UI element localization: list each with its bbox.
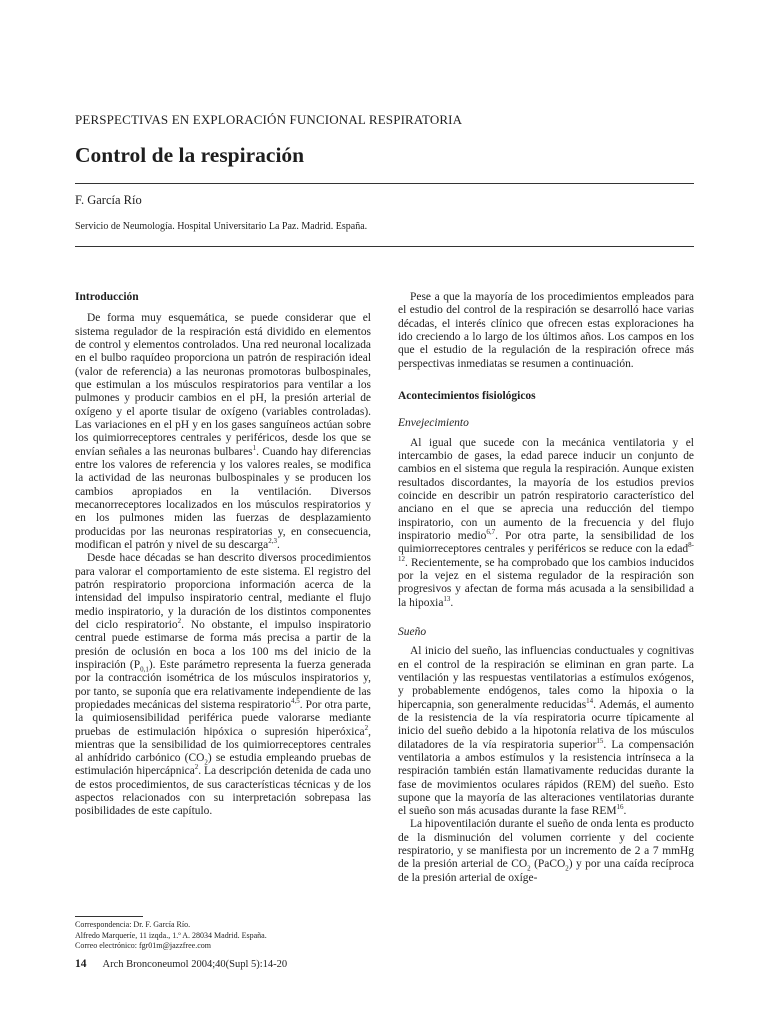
sleep-paragraph-1: Al inicio del sueño, las influencias conductuales y cognitivas en el control de la respiración se eliminan en gran parte. La ventilación y las respuestas ventilatorias a estímulos exógenos, y probablemente endógenos, tales como la hipoxia o la hipercapnia, son generalmente reducidas$^{14}$. Además, el aumento de la resistencia de la vía respiratoria ocurre típicamente al inicio del sueño debido a la hipotonía relativa de los músculos dilatadores de la vía respiratoria superior$^{15}$. La compensación ventilatoria a ambos estímulos y la resistencia intrínseca a la respiración también están llamativamente reducidas durante la fase de movimientos oculares rápidos (REM) del sueño. Esto supone que la mayoría de las alteraciones ventilatorias durante el sueño son más acusadas durante la fase REM$^{16}$. (398, 645, 694, 818)
footnote-line: Correo electrónico: fgr01m@jazzfree.com (75, 941, 211, 950)
aging-paragraph: Al igual que sucede con la mecánica ventilatoria y el intercambio de gases, la edad parece inducir un conjunto de cambios en el sistema que regula la respiración. Aunque existen resultados discordantes, la mayoría de los estudios previos coincide en describir un patrón respiratorio característico del anciano en el que se aprecia una reducción del tiempo inspiratorio, con un aumento de la frecuencia y del flujo inspiratorio medio$^{6,7}$. Por otra parte, la sensibilidad de los quimiorreceptores centrales y periféricos se reduce con la edad$^{8-12}$. Recientemente, se ha comprobado que los cambios inducidos por la vejez en el sistema regulador de la respiración son progresivos y afectan de forma más acusada a la sensibilidad a la hipoxia$^{13}$. (398, 436, 694, 609)
perspectives-paragraph: Pese a que la mayoría de los procedimientos empleados para el estudio del control de la respiración se desarrolló hace varias décadas, el interés clínico que ofrecen estas exploraciones ha ido creciendo a lo largo de los últimos años. Los campos en los que el estudio de la regulación de la respiración ofrece más perspectivas inmediatas se resumen a continuación. (398, 291, 694, 370)
footnote-line: Correspondencia: Dr. F. García Río. (75, 920, 191, 929)
page-number: 14 (75, 958, 87, 970)
section-heading: PERSPECTIVAS EN EXPLORACIÓN FUNCIONAL RESPIRATORIA (75, 112, 463, 127)
aging-subheading: Envejecimiento (398, 417, 469, 430)
header-rule-bottom (75, 246, 694, 247)
header-rule-top (75, 183, 694, 184)
page-footer (75, 958, 287, 970)
intro-heading: Introducción (75, 291, 139, 303)
sleep-subheading: Sueño (398, 625, 427, 638)
footnote-line: Alfredo Marqueríe, 11 izqda., 1.º A. 28034 Madrid. España. (75, 930, 267, 940)
sleep-paragraph-2: La hipoventilación durante el sueño de onda lenta es producto de la disminución del volumen corriente y del cociente respiratorio, y se manifiesta por un incremento de 2 a 7 mmHg de la presión arterial de $CO_2$ (PaCO$_2$) y por una caída recíproca de la presión arterial de oxíge- (398, 818, 694, 884)
correspondence-footnote (75, 920, 371, 952)
right-column (398, 291, 694, 885)
physiology-heading: Acontecimientos fisiológicos (398, 389, 536, 402)
journal-citation: Arch Bronconeumol 2004;40(Supl 5):14-20 (102, 959, 288, 970)
intro-paragraph-2: Desde hace décadas se han descrito diversos procedimientos para valorar el comportamiento de este sistema. El registro del patrón respiratorio proporciona información acerca de la intensidad del impulso inspiratorio central, mediante el flujo medio inspiratorio, y la duración de los distintos componentes del ciclo respiratorio$^2$. No obstante, el impulso inspiratorio central puede estimarse de forma más precisa a partir de la presión de oclusión en boca a los 100 ms del inicio de la inspiración $(P_{0,1})$. Este parámetro representa la fuerza generada por la contracción isométrica de los músculos inspiratorios y, por tanto, se suponía que era relativamente independiente de las propiedades mecánicas del sistema respiratorio$^{4,5}$. Por otra parte, la quimiosensibilidad periférica puede valorarse mediante pruebas de estimulación hipóxica o supresión hiperóxica$^2$, mientras que la sensibilidad de los quimiorreceptores centrales al anhídrido carbónico $(CO_2)$ se estudia empleando pruebas de estimulación hipercápnica$^2$. La descripción detenida de cada uno de estos procedimientos, de sus características técnicas y de los aspectos relacionados con su interpretación sobrepasa las posibilidades de este capítulo. (75, 552, 371, 818)
intro-paragraph-1: De forma muy esquemática, se puede considerar que el sistema regulador de la respiración está dividido en elementos de control y elementos controlados. Una red neuronal localizada en el bulbo raquídeo proporciona un patrón de respiración ideal (valor de referencia) a las neuronas promotoras bulbospinales, que estimulan a los músculos respiratorios para ventilar a los pulmones y producir cambios en el pH, la presión arterial de oxígeno y el aporte tisular de oxígeno (variables controladas). Las variaciones en el pH y en los gases sanguíneos actúan sobre los quimiorreceptores centrales y periféricos, desde los que se envían señales a las neuronas bulbares$^1$. Cuando hay diferencias entre los valores de referencia y los valores reales, se modifica la actividad de las neuronas bulbospinales y se producen los cambios apropiados en la ventilación. Diversos mecanorreceptores localizados en los músculos respiratorios y en los pulmones miden las fuerzas de desplazamiento producidas por las neuronas respiratorias y, en consecuencia, modifican el patrón y nivel de su descarga$^{2,3}$. (75, 312, 371, 551)
left-column (75, 291, 371, 819)
author: F. García Río (75, 193, 142, 207)
affiliation: Servicio de Neumología. Hospital Universitario La Paz. Madrid. España. (75, 221, 368, 232)
article-title: Control de la respiración (75, 143, 305, 167)
footnote-rule (75, 916, 143, 917)
